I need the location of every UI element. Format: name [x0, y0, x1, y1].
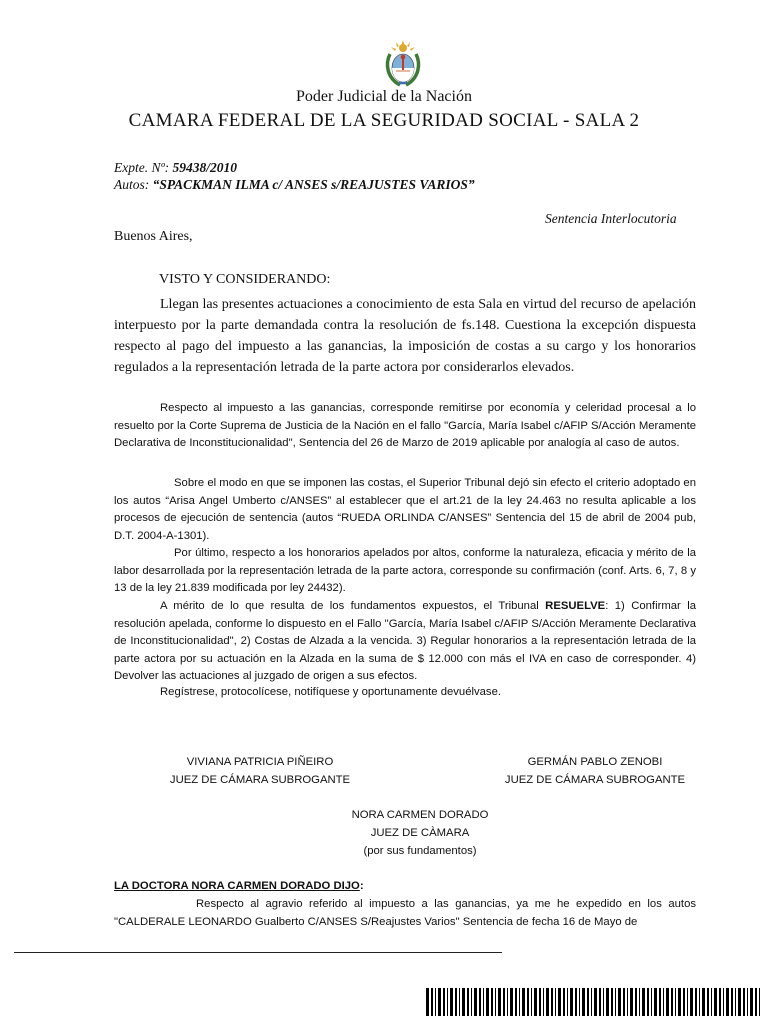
- paragraph-4: [114, 545, 696, 598]
- case-number-line: [114, 160, 237, 176]
- paragraph-1-text: Llegan las presentes actuaciones a conocimiento de esta Sala en virtud del recurso de apelación interpuesto por la parte demandada contra la resolución de fs.148. Cuestiona la excepción dispuesta respecto al pago del impuesto a las ganancias, la imposición de costas a su cargo y los honorarios regulados a la representación letrada de la parte actora por considerarlos elevados.: [114, 297, 696, 375]
- paragraph-3: [114, 475, 696, 545]
- place: Buenos Aires,: [114, 229, 193, 244]
- expte-label: Expte. Nº:: [114, 160, 170, 175]
- barcode-icon: [426, 988, 762, 1016]
- closing-line: Regístrese, protocolícese, notifíquese y oportunamente devuélvase.: [160, 686, 501, 698]
- paragraph-4-text: Por último, respecto a los honorarios apelados por altos, conforme la naturaleza, eficacia y mérito de la labor desarrollada por la representación letrada de la parte actora, corresponde su confirmación (conf. Arts. 6, 7, 8 y 13 de la ley 21.839 modificada por ley 24432).: [114, 547, 696, 595]
- expte-number: 59438/2010: [172, 160, 238, 175]
- center-judge-note: (por sus fundamentos): [363, 845, 477, 857]
- autos-label: Autos:: [114, 177, 150, 192]
- institution-name: Poder Judicial de la Nación: [296, 88, 472, 105]
- footer-divider: [14, 952, 502, 953]
- chamber-title: CAMARA FEDERAL DE LA SEGURIDAD SOCIAL - SALA 2: [128, 110, 640, 131]
- argentina-coat-of-arms-icon: [382, 38, 424, 88]
- section-heading: VISTO Y CONSIDERANDO:: [159, 272, 331, 287]
- center-judge-name: NORA CARMEN DORADO: [351, 809, 489, 821]
- dissent-heading-line: [114, 880, 364, 892]
- resuelve-label: RESUELVE: [545, 600, 606, 612]
- dissent-text: Respecto al agravio referido al impuesto a las ganancias, ya me he expedido en los autos "CALDERALE LEONARDO Gualberto C/ANSES S/Reajustes Varios" Sentencia de fecha 16 de Mayo de: [114, 898, 696, 928]
- paragraph-5-text-b: : 1) Confirmar la resolución apelada, conforme lo dispuesto en el Fallo "García, María Isabel c/AFIP S/Acción Meramente Declarativa de Inconstitucionalidad", 2) Costas de Alzada a la vencida. 3) Regular honorarios a la representación letrada de la parte actora por su actuación en la Alzada en la suma de $ 12.000 con más el IVA en caso de corresponder. 4) Devolver las actuaciones al juzgado de origen a sus efectos.: [114, 600, 696, 683]
- dissent-heading-colon: :: [359, 880, 364, 892]
- dissent-heading: LA DOCTORA NORA CARMEN DORADO DIJO: [114, 880, 360, 892]
- dissent-paragraph: [114, 896, 696, 931]
- right-judge-name: GERMÁN PABLO ZENOBI: [527, 756, 663, 768]
- paragraph-5: [114, 598, 696, 686]
- paragraph-2-text: Respecto al impuesto a las ganancias, corresponde remitirse por economía y celeridad procesal a lo resuelto por la Corte Suprema de Justicia de la Nación en el fallo "García, María Isabel c/AFIP S/Acción Meramente Declarativa de Inconstitucionalidad", Sentencia del 26 de Marzo de 2019 aplicable por analogía al caso de autos.: [114, 402, 696, 450]
- autos-title: “SPACKMAN ILMA c/ ANSES s/REAJUSTES VARIOS”: [152, 177, 475, 192]
- paragraph-1: [114, 294, 696, 378]
- paragraph-5-text-a: A mérito de lo que resulta de los fundamentos expuestos, el Tribunal: [160, 600, 546, 612]
- right-judge-title: JUEZ DE CÁMARA SUBROGANTE: [504, 774, 686, 786]
- paragraph-3-text: Sobre el modo en que se imponen las costas, el Superior Tribunal dejó sin efecto el criterio adoptado en los autos “Arisa Angel Umberto c/ANSES” al establecer que el art.21 de la ley 24.463 no resulta aplicable a los procesos de ejecución de sentencia (autos “RUEDA ORLINDA C/ANSES” Sentencia del 15 de abril de 2004 pub, D.T. 2004-A-1301).: [114, 477, 696, 542]
- case-title-line: [114, 177, 475, 193]
- left-judge-name: VIVIANA PATRICIA PIÑEIRO: [186, 756, 334, 768]
- left-judge-title: JUEZ DE CÁMARA SUBROGANTE: [169, 774, 351, 786]
- center-judge-title: JUEZ DE CÀMARA: [370, 827, 470, 839]
- paragraph-2: [114, 400, 696, 453]
- resolution-type: Sentencia Interlocutoria: [545, 211, 677, 226]
